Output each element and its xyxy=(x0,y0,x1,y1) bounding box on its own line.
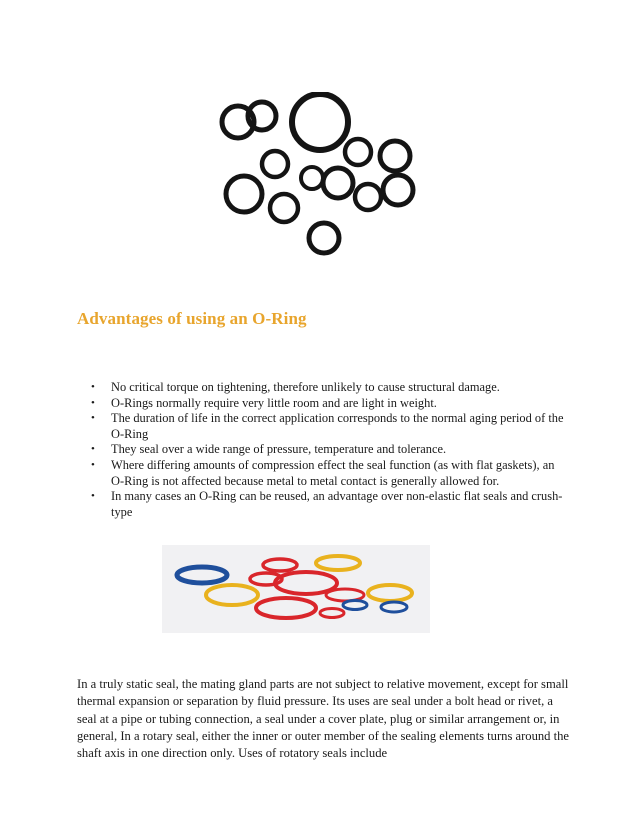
list-item: • O-Rings normally require very little room and are light in weight. xyxy=(91,395,437,410)
bullet-icon: • xyxy=(91,490,95,503)
bullet-icon: • xyxy=(91,458,95,471)
list-item: • Where differing amounts of compression effect the seal function (as with flat gaskets), an O-Ring is not affected because metal to metal contact is generally allowed for. xyxy=(91,457,555,488)
body-paragraph: In a truly static seal, the mating gland parts are not subject to relative movement, except for small thermal expansion or separation by fluid pressure. Its uses are seal under a bolt head or rivet, a seal at a pipe or tubing connection, a seal under a cover plate, plug or similar arrangement or, in general, In a rotary seal, either the inner or outer member of the sealing elements turns around the shaft axis in one direction only. Uses of rotatory seals include xyxy=(77,677,570,761)
list-item: • In many cases an O-Ring can be reused, an advantage over non-elastic flat seals and crush-type xyxy=(91,489,563,519)
black-o-rings-image xyxy=(210,92,430,262)
list-item: • No critical torque on tightening, therefore unlikely to cause structural damage. xyxy=(91,380,500,394)
bullet-icon: • xyxy=(91,412,95,425)
bullet-icon: • xyxy=(91,396,95,409)
list-item: • They seal over a wide range of pressure, temperature and tolerance. xyxy=(91,442,447,457)
section-heading: Advantages of using an O-Ring xyxy=(77,309,307,328)
list-item: • The duration of life in the correct application corresponds to the normal aging period of the O-Ring xyxy=(91,411,564,441)
advantages-list xyxy=(91,380,570,520)
bullet-icon: • xyxy=(91,381,95,393)
bullet-icon: • xyxy=(91,443,95,456)
colored-o-rings-image xyxy=(162,545,430,633)
